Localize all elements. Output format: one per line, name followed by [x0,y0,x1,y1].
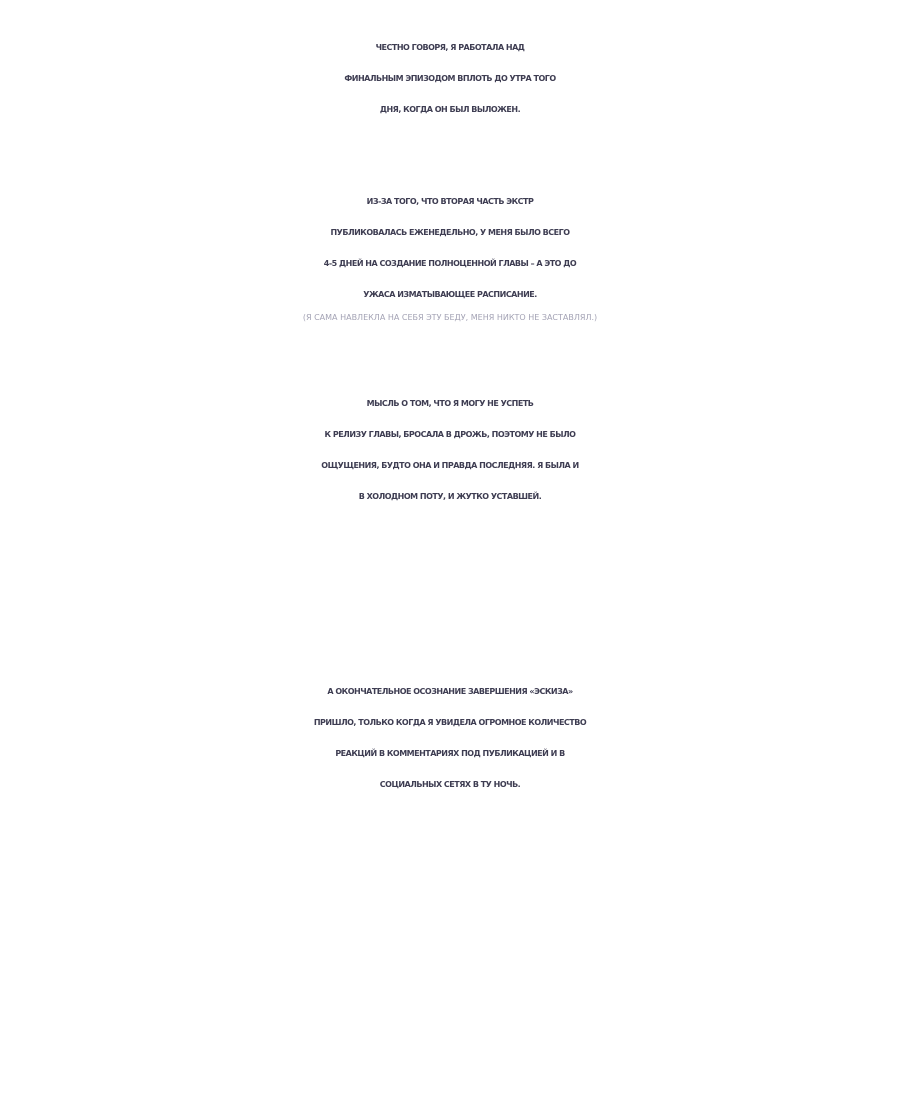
paragraph-3-line-4: В ХОЛОДНОМ ПОТУ, И ЖУТКО УСТАВШЕЙ. [358,492,542,501]
paragraph-2-line-2: ПУБЛИКОВАЛАСЬ ЕЖЕНЕДЕЛЬНО, У МЕНЯ БЫЛО ВСЕГО [330,228,570,237]
paragraph-2-line-1: ИЗ-ЗА ТОГО, ЧТО ВТОРАЯ ЧАСТЬ ЭКСТР [366,197,534,206]
paragraph-1 [0,32,900,125]
paragraph-3-line-3: ОЩУЩЕНИЯ, БУДТО ОНА И ПРАВДА ПОСЛЕДНЯЯ. Я БЫЛА И [321,461,579,470]
paragraph-4-line-3: РЕАКЦИЙ В КОММЕНТАРИЯХ ПОД ПУБЛИКАЦИЕЙ И В [335,749,565,758]
paragraph-4 [0,676,900,800]
paragraph-3 [0,388,900,512]
paragraph-3-line-1: МЫСЛЬ О ТОМ, ЧТО Я МОГУ НЕ УСПЕТЬ [366,399,534,408]
paragraph-2-line-3: 4-5 ДНЕЙ НА СОЗДАНИЕ ПОЛНОЦЕННОЙ ГЛАВЫ – А ЭТО ДО [323,259,577,268]
paragraph-1-line-3: ДНЯ, КОГДА ОН БЫЛ ВЫЛОЖЕН. [379,105,521,114]
paragraph-2-line-4: УЖАСА ИЗМАТЫВАЮЩЕЕ РАСПИСАНИЕ. [363,290,537,299]
paragraph-4-line-4: СОЦИАЛЬНЫХ СЕТЯХ В ТУ НОЧЬ. [379,780,521,789]
paragraph-1-line-1: ЧЕСТНО ГОВОРЯ, Я РАБОТАЛА НАД [375,43,525,52]
paragraph-2-footnote: (Я САМА НАВЛЕКЛА НА СЕБЯ ЭТУ БЕДУ, МЕНЯ НИКТО НЕ ЗАСТАВЛЯЛ.) [302,313,598,322]
paragraph-1-line-2: ФИНАЛЬНЫМ ЭПИЗОДОМ ВПЛОТЬ ДО УТРА ТОГО [344,74,556,83]
paragraph-2 [0,186,900,326]
paragraph-4-line-1: А ОКОНЧАТЕЛЬНОЕ ОСОЗНАНИЕ ЗАВЕРШЕНИЯ «ЭСКИЗА» [327,687,573,696]
paragraph-3-line-2: К РЕЛИЗУ ГЛАВЫ, БРОСАЛА В ДРОЖЬ, ПОЭТОМУ НЕ БЫЛО [324,430,576,439]
paragraph-4-line-2: ПРИШЛО, ТОЛЬКО КОГДА Я УВИДЕЛА ОГРОМНОЕ КОЛИЧЕСТВО [313,718,587,727]
